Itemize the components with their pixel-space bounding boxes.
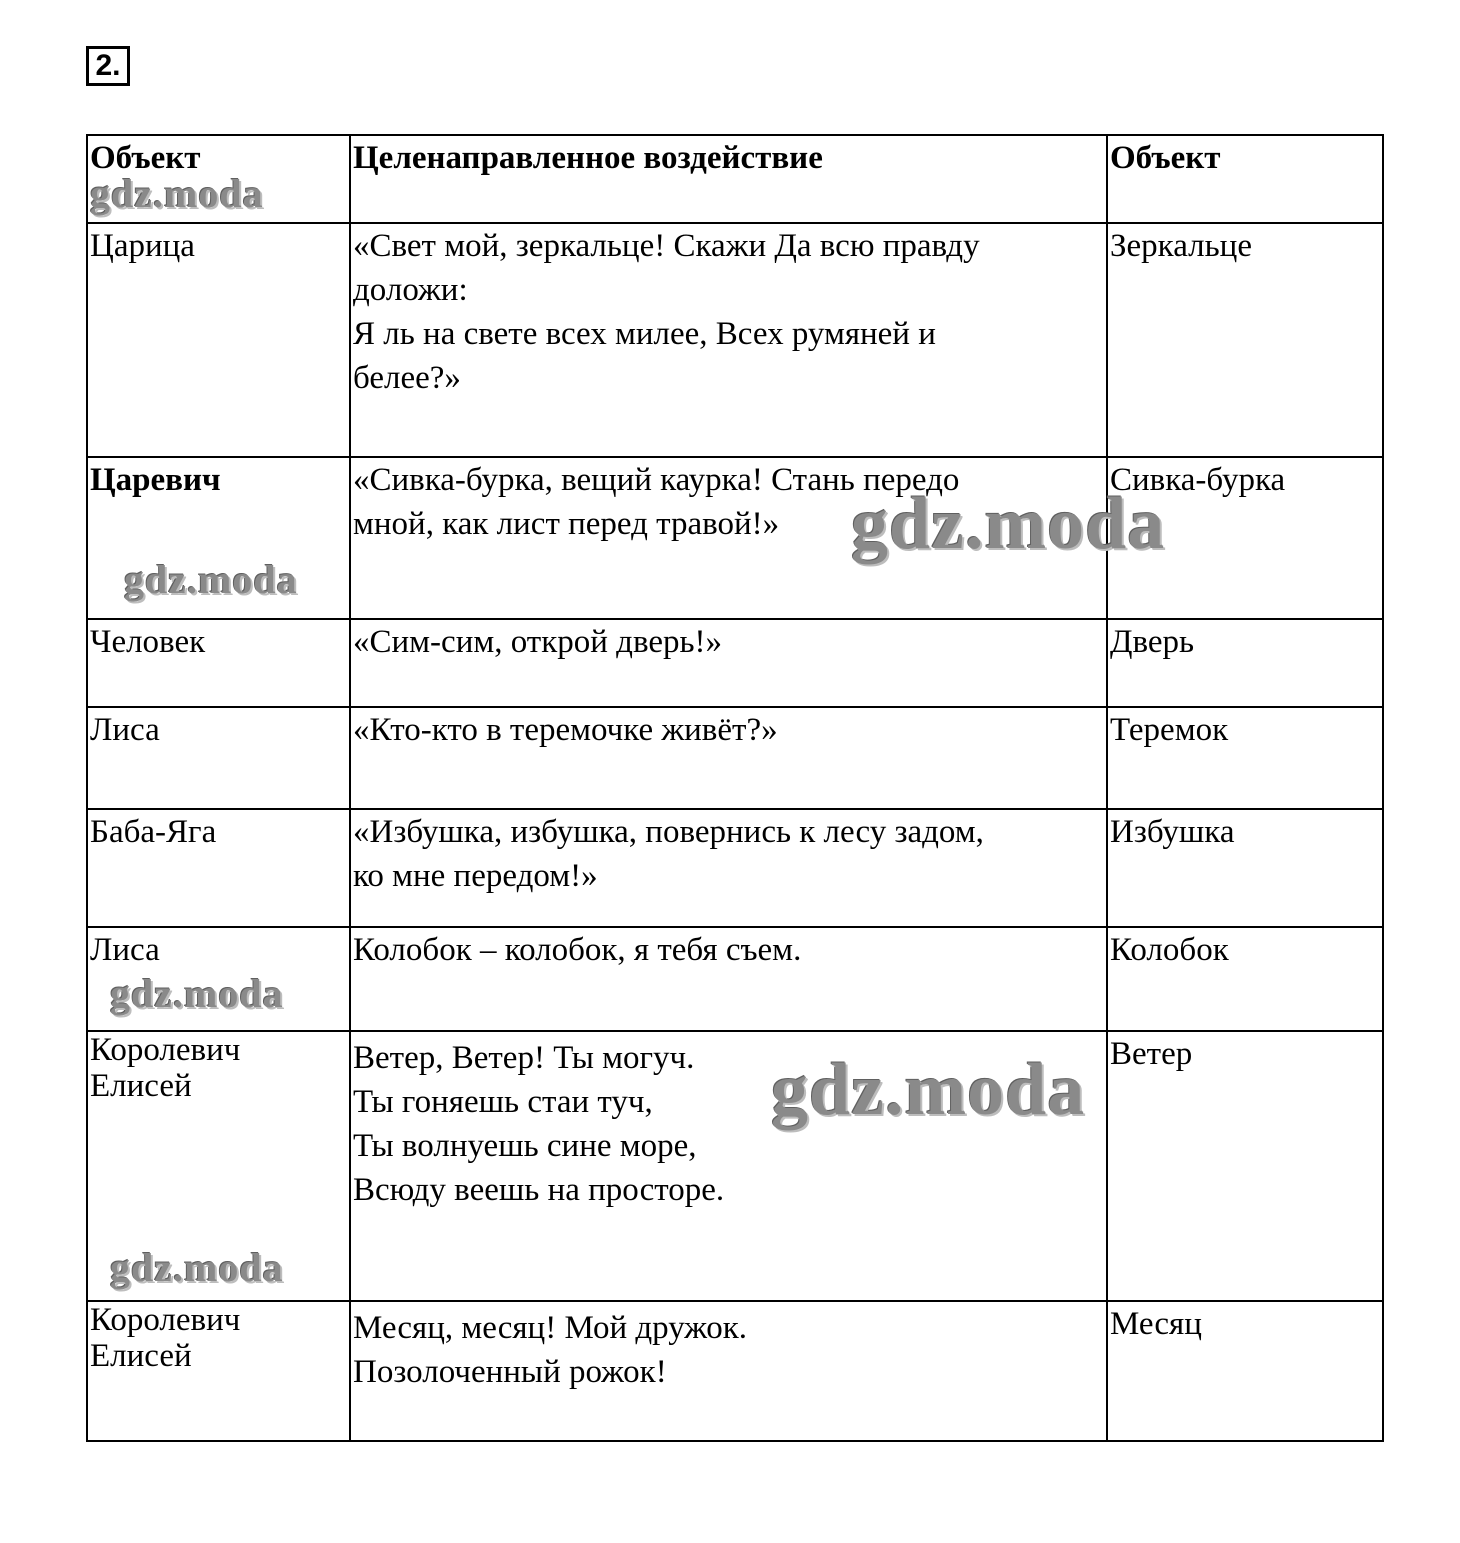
table-row [87, 619, 1383, 707]
header-action: Целенаправленное воздействие [350, 135, 1107, 223]
header-subject: Объект gdz.moda [87, 135, 350, 223]
watermark: gdz.moda [110, 971, 284, 1016]
table-header-row [87, 135, 1383, 223]
object-cell: Зеркальце [1107, 223, 1383, 457]
watermark: gdz.moda [110, 1245, 284, 1290]
table-row [87, 457, 1383, 619]
action-cell: Колобок – колобок, я тебя съем. [350, 927, 1107, 1031]
subject-cell: Царевич gdz.moda [87, 457, 350, 619]
object-cell: Сивка-бурка [1107, 457, 1383, 619]
watermark: gdz.moda [771, 1049, 1086, 1131]
table-row [87, 707, 1383, 809]
action-cell: Месяц, месяц! Мой дружок. Позолоченный рожок! [350, 1301, 1107, 1441]
action-cell: Ветер, Ветер! Ты могуч. Ты гоняешь стаи туч, Ты волнуешь сине море, Всюду веешь на просторе. gdz.moda [350, 1031, 1107, 1301]
action-cell: «Сим-сим, открой дверь!» [350, 619, 1107, 707]
object-cell: Теремок [1107, 707, 1383, 809]
object-cell: Месяц [1107, 1301, 1383, 1441]
table-row [87, 927, 1383, 1031]
watermark: gdz.moda [90, 171, 264, 216]
subject-cell: Лиса gdz.moda [87, 927, 350, 1031]
task-number: 2. [86, 46, 130, 86]
object-cell: Избушка [1107, 809, 1383, 927]
watermark: gdz.moda [851, 483, 1166, 565]
subject-cell: Королевич Елисей [87, 1301, 350, 1441]
table-row [87, 1301, 1383, 1441]
action-cell: «Избушка, избушка, повернись к лесу задом, ко мне передом!» [350, 809, 1107, 927]
subject-cell: Царица [87, 223, 350, 457]
table-row [87, 1031, 1383, 1301]
header-object: Объект [1107, 135, 1383, 223]
table-row [87, 223, 1383, 457]
object-cell: Дверь [1107, 619, 1383, 707]
subject-cell: Человек [87, 619, 350, 707]
action-cell: «Кто-кто в теремочке живёт?» [350, 707, 1107, 809]
action-cell: «Сивка-бурка, вещий каурка! Стань передо мной, как лист перед травой!» gdz.moda [350, 457, 1107, 619]
subject-cell: Королевич Елисей gdz.moda [87, 1031, 350, 1301]
object-cell: Колобок [1107, 927, 1383, 1031]
table-row [87, 809, 1383, 927]
subject-cell: Лиса [87, 707, 350, 809]
watermark: gdz.moda [124, 557, 298, 602]
object-action-table [86, 134, 1384, 1442]
object-cell: Ветер [1107, 1031, 1383, 1301]
subject-cell: Баба-Яга [87, 809, 350, 927]
action-cell: «Свет мой, зеркальце! Скажи Да всю правду доложи: Я ль на свете всех милее, Всех румяней и белее?» [350, 223, 1107, 457]
